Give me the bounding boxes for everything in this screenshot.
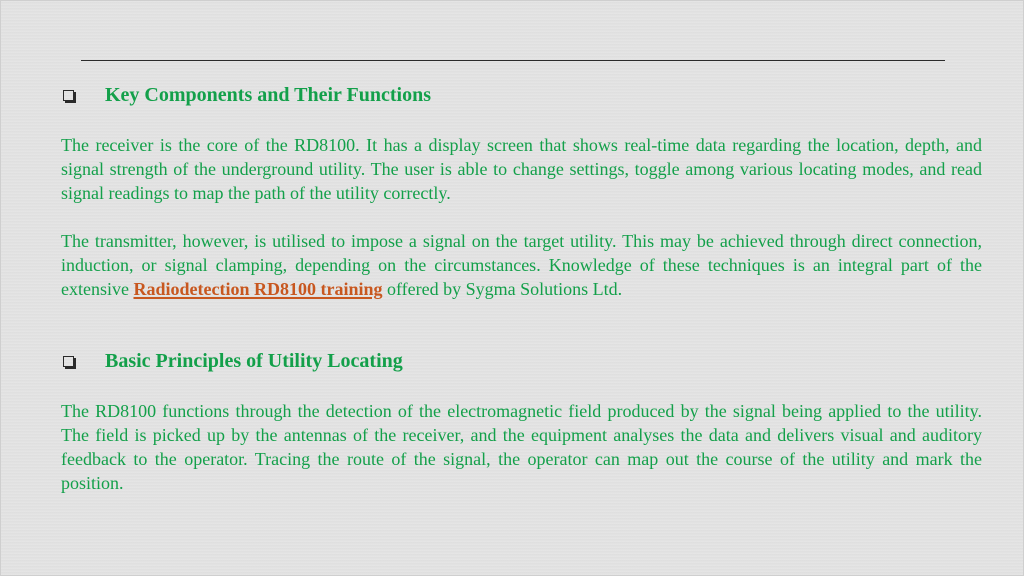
section-heading-text: Basic Principles of Utility Locating — [105, 350, 403, 372]
training-link[interactable]: Radiodetection RD8100 training — [133, 279, 383, 299]
paragraph-principles: The RD8100 functions through the detection of the electromagnetic field produced by the signal being applied to the utility. The field is picked up by the antennas of the receiver, and the equipment analyses the data and delivers visual and auditory feedback to the operator. Tracing the route of the signal, the operator can map out the course of the utility and mark the position. — [61, 401, 982, 493]
checkbox-bullet-icon — [63, 90, 74, 101]
paragraph-text: The transmitter, however, is utilised to impose a signal on the target utility. This may be achieved through direct connection, induction, or signal clamping, depending on the circumstances. Knowledge of these techniques is an integral part of the extensive — [61, 231, 982, 299]
checkbox-bullet-icon — [63, 356, 74, 367]
top-divider — [81, 60, 945, 61]
section-heading-key-components — [61, 83, 431, 107]
paragraph-transmitter — [61, 229, 982, 301]
paragraph-text: offered by Sygma Solutions Ltd. — [382, 279, 623, 299]
paragraph-receiver: The receiver is the core of the RD8100. It has a display screen that shows real-time data regarding the location, depth, and signal strength of the underground utility. The user is able to change settings, toggle among various locating modes, and read signal readings to map the path of the utility correctly. — [61, 135, 982, 203]
section-heading-basic-principles — [61, 349, 403, 373]
section-heading-text: Key Components and Their Functions — [105, 84, 431, 106]
